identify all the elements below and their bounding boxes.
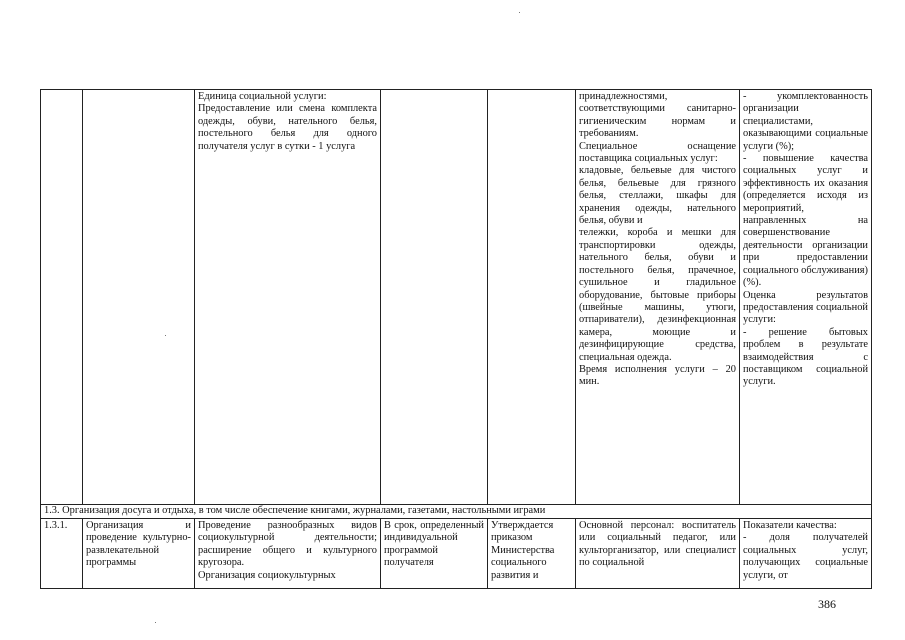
scan-speck (155, 622, 156, 623)
table-row (41, 90, 872, 505)
table-section-row (41, 505, 872, 519)
table-row (41, 519, 872, 589)
cell-conditions: Основной персонал: воспитатель или социальный педагог, или культорганизатор, или специалист по социальной (576, 519, 740, 589)
cell-service-name: Организация и проведение культурно-развлекательной программы (83, 519, 195, 589)
section-header: 1.3. Организация досуга и отдыха, в том числе обеспечение книгами, журналами, газетами, настольными играми (41, 505, 872, 519)
cell-tariff: Утверждается приказом Министерства социального развития и (488, 519, 576, 589)
cell-conditions: принадлежностями, соответствующими санитарно-гигиеническим нормам и требованиям. Специальное оснащение поставщика социальных услуг: кладовые, бельевые для чистого белья, бельевые для грязного белья, стеллажи, шкафы для хранения одежды, нательного белья, обуви и тележки, короба и мешки для транспортировки одежды, нательного белья, обуви и постельного белья, прачечное, сушильное и гладильное оборудование, бытовые приборы (швейные машины, утюги, отпариватели), дезинфекционная камера, моющие и дезинфицирующие средства, специальная одежда. Время исполнения услуги – 20 мин. (576, 90, 740, 505)
cell-number: 1.3.1. (41, 519, 83, 589)
cell-deadline: В срок, определенный индивидуальной программой получателя (381, 519, 488, 589)
cell-service-name (83, 90, 195, 505)
page-number: 386 (818, 597, 836, 611)
cell-service-content: Единица социальной услуги: Предоставление или смена комплекта одежды, обуви, нательного белья, постельного белья для одного получателя услуг в сутки - 1 услуга (195, 90, 381, 505)
cell-quality-indicators: - укомплектованность организации специалистами, оказывающими социальные услуги (%); - повышение качества социальных услуг и эффективность их оказания (определяется исходя из мероприятий, направленных на совершенствование деятельности организации при предоставлении социального обслуживания) (%). Оценка результатов предоставления социальной услуги: - решение бытовых проблем в результате взаимодействия с поставщиком социальной услуги. (740, 90, 872, 505)
cell-service-content: Проведение разнообразных видов социокультурной деятельности; расширение общего и культурного кругозора. Организация социокультурных (195, 519, 381, 589)
cell-tariff (488, 90, 576, 505)
cell-quality-indicators: Показатели качества: - доля получателей социальных услуг, получающих социальные услуги, от (740, 519, 872, 589)
cell-deadline (381, 90, 488, 505)
scan-speck (519, 12, 520, 13)
cell-number (41, 90, 83, 505)
services-table (40, 89, 872, 589)
